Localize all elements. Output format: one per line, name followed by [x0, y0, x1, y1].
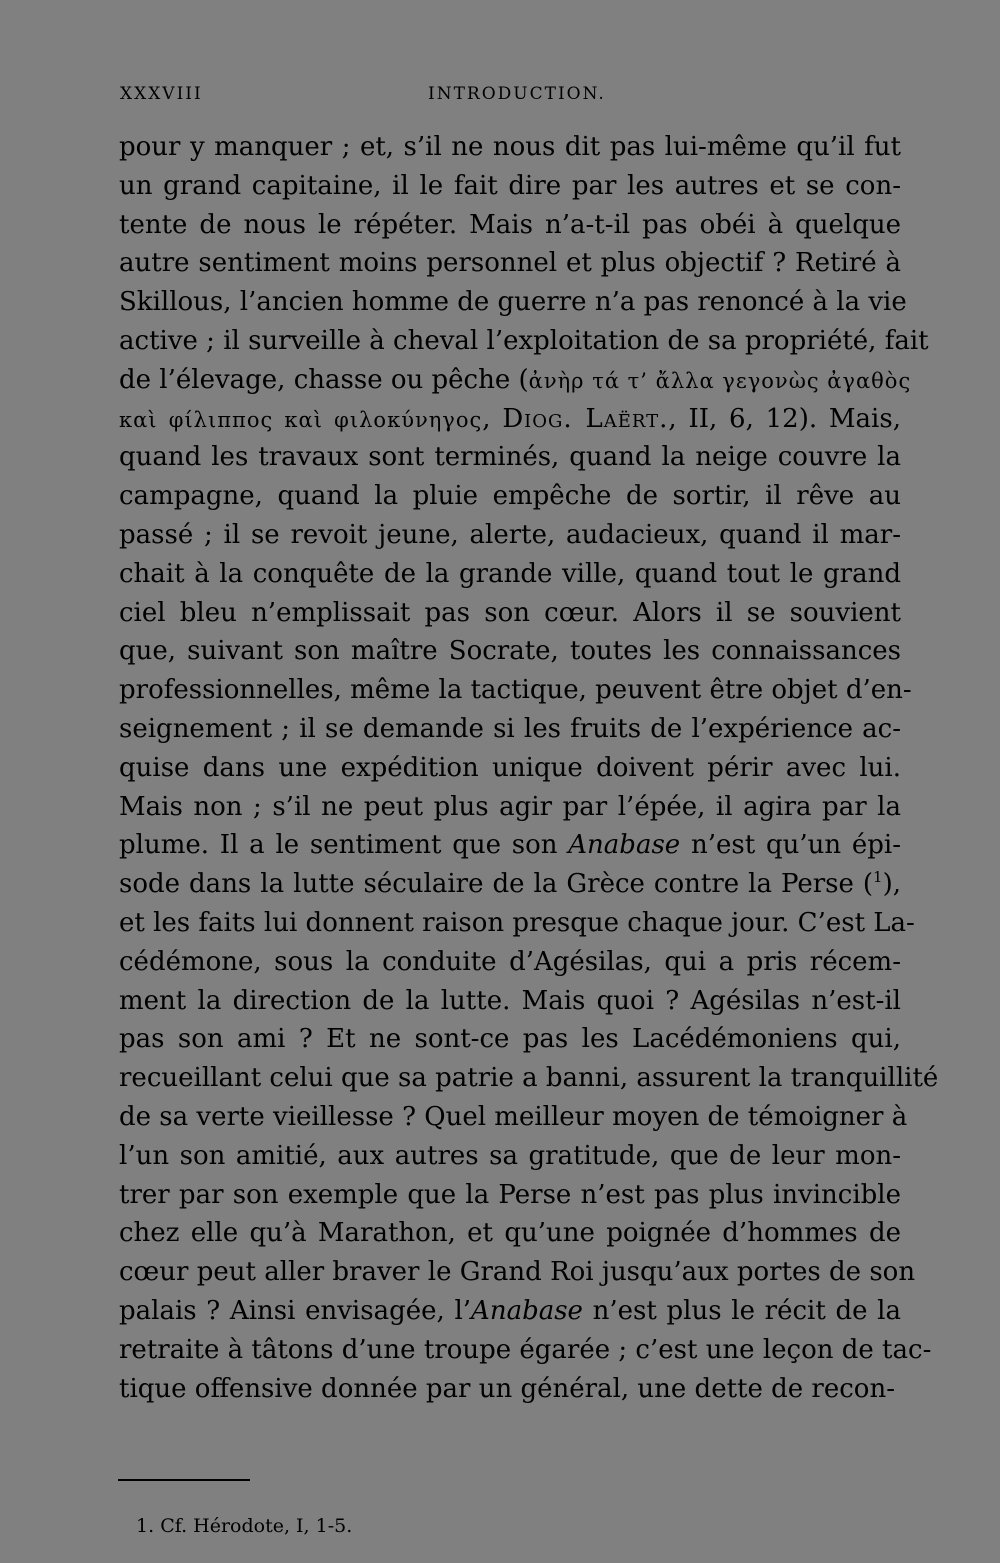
text-segment: retraite à tâtons d’une troupe égarée ; c’est une leçon de tac-	[119, 1334, 932, 1365]
text-segment: n’est plus le récit de la	[582, 1295, 901, 1326]
text-line	[119, 1292, 901, 1331]
text-segment: tente de nous le répéter. Mais n’a-t-il pas obéi à quelque	[119, 209, 901, 240]
greek-quote: ἀνὴρ τά τ’ ἄλλα γεγονὼς ἀγαθὸς	[528, 368, 912, 393]
text-line	[119, 710, 901, 749]
text-line	[119, 128, 901, 167]
text-line	[119, 516, 901, 555]
page-number: XXXVIII	[120, 84, 203, 104]
text-line	[119, 283, 907, 322]
text-segment: , II, 6, 12). Mais,	[668, 403, 901, 434]
text-line	[119, 167, 901, 206]
text-line	[119, 1059, 939, 1098]
text-line	[119, 1331, 932, 1370]
text-segment: active ; il surveille à cheval l’exploitation de sa propriété, fait	[119, 325, 929, 356]
text-segment: l’un son amitié, aux autres sa gratitude, que de leur mon-	[119, 1140, 901, 1171]
footnote-rule	[118, 1479, 250, 1481]
body-text	[119, 128, 939, 1408]
text-segment: quand les travaux sont terminés, quand la neige couvre la	[119, 442, 901, 473]
text-segment: de sa verte vieillesse ? Quel meilleur moyen de témoigner à	[119, 1101, 908, 1132]
text-segment: cédémone, sous la conduite d’Agésilas, qui a pris récem-	[119, 946, 901, 977]
text-segment: recueillant celui que sa patrie a banni, assurent la tranquillité	[119, 1063, 939, 1094]
text-line	[119, 206, 901, 245]
text-segment: n’est qu’un épi-	[680, 830, 901, 861]
text-line	[119, 904, 915, 943]
text-segment: ,	[482, 403, 503, 434]
text-segment: que, suivant son maître Socrate, toutes les connaissances	[119, 636, 901, 667]
text-segment: plume. Il a le sentiment que son	[119, 830, 569, 861]
running-title: INTRODUCTION.	[428, 84, 606, 104]
text-segment: un grand capitaine, il le fait dire par les autres et se con-	[119, 170, 901, 201]
text-line	[119, 1253, 916, 1292]
text-line	[119, 1214, 901, 1253]
text-segment: pour y manquer ; et, s’il ne nous dit pas lui-même qu’il fut	[119, 132, 901, 162]
text-line	[119, 826, 901, 865]
text-segment: campagne, quand la pluie empêche de sortir, il rêve au	[119, 481, 901, 512]
text-segment: seignement ; il se demande si les fruits de l’expérience ac-	[119, 713, 901, 744]
text-segment: passé ; il se revoit jeune, alerte, audacieux, quand il mar-	[119, 519, 901, 550]
text-segment: Skillous, l’ancien homme de guerre n’a pas renoncé à la vie	[119, 287, 907, 318]
text-segment: autre sentiment moins personnel et plus objectif ? Retiré à	[119, 248, 901, 279]
text-line	[119, 1137, 901, 1176]
text-line	[119, 322, 929, 361]
text-line	[119, 244, 901, 283]
text-line	[119, 594, 901, 633]
text-line	[119, 438, 901, 477]
text-segment: tique offensive donnée par un général, une dette de recon-	[119, 1373, 895, 1404]
text-line	[119, 1098, 908, 1137]
text-line	[119, 477, 901, 516]
text-segment: sode dans la lutte séculaire de la Grèce contre la Perse (	[119, 869, 874, 900]
text-line	[119, 555, 901, 594]
text-line	[119, 1370, 901, 1409]
greek-quote: καὶ φίλιππος καὶ φιλοκύνηγος	[119, 407, 483, 432]
text-line	[119, 982, 901, 1021]
text-segment: et les faits lui donnent raison presque chaque jour. C’est La-	[119, 907, 915, 938]
footnote-text: Cf. Hérodote, I, 1-5.	[160, 1515, 353, 1537]
text-segment: ciel bleu n’emplissait pas son cœur. Alors il se souvient	[119, 597, 901, 628]
text-line	[119, 1020, 901, 1059]
text-segment: professionnelles, même la tactique, peuvent être objet d’en-	[119, 675, 912, 706]
footnote-number: 1.	[136, 1515, 155, 1537]
text-segment: chez elle qu’à Marathon, et qu’une poignée d’hommes de	[119, 1218, 901, 1249]
text-line	[119, 788, 901, 827]
text-segment: chait à la conquête de la grande ville, quand tout le grand	[119, 558, 901, 589]
text-segment: pas son ami ? Et ne sont-ce pas les Lacédémoniens qui,	[119, 1024, 901, 1055]
text-line	[119, 671, 912, 710]
italic-title: Anabase	[568, 830, 681, 861]
text-line	[119, 400, 901, 439]
text-segment: ment la direction de la lutte. Mais quoi ? Agésilas n’est-il	[119, 985, 901, 1016]
text-segment: Diog. Laërt.	[502, 403, 669, 434]
text-line	[119, 749, 901, 788]
text-segment: palais ? Ainsi envisagée, l’	[119, 1295, 472, 1326]
footnote	[136, 1514, 352, 1538]
italic-title: Anabase	[471, 1295, 583, 1326]
text-segment: ),	[882, 869, 901, 900]
text-line	[119, 865, 901, 904]
text-line	[119, 361, 912, 400]
text-segment: trer par son exemple que la Perse n’est pas plus invincible	[119, 1179, 901, 1210]
text-line	[119, 632, 901, 671]
text-line	[119, 1176, 901, 1215]
text-segment: Mais non ; s’il ne peut plus agir par l’épée, il agira par la	[119, 791, 901, 822]
running-head	[120, 84, 900, 108]
text-segment: cœur peut aller braver le Grand Roi jusqu’aux portes de son	[119, 1257, 916, 1288]
text-line	[119, 943, 901, 982]
footnote-marker: 1	[873, 868, 883, 887]
text-segment: quise dans une expédition unique doivent périr avec lui.	[119, 752, 901, 783]
text-segment: de l’élevage, chasse ou pêche (	[119, 364, 529, 395]
